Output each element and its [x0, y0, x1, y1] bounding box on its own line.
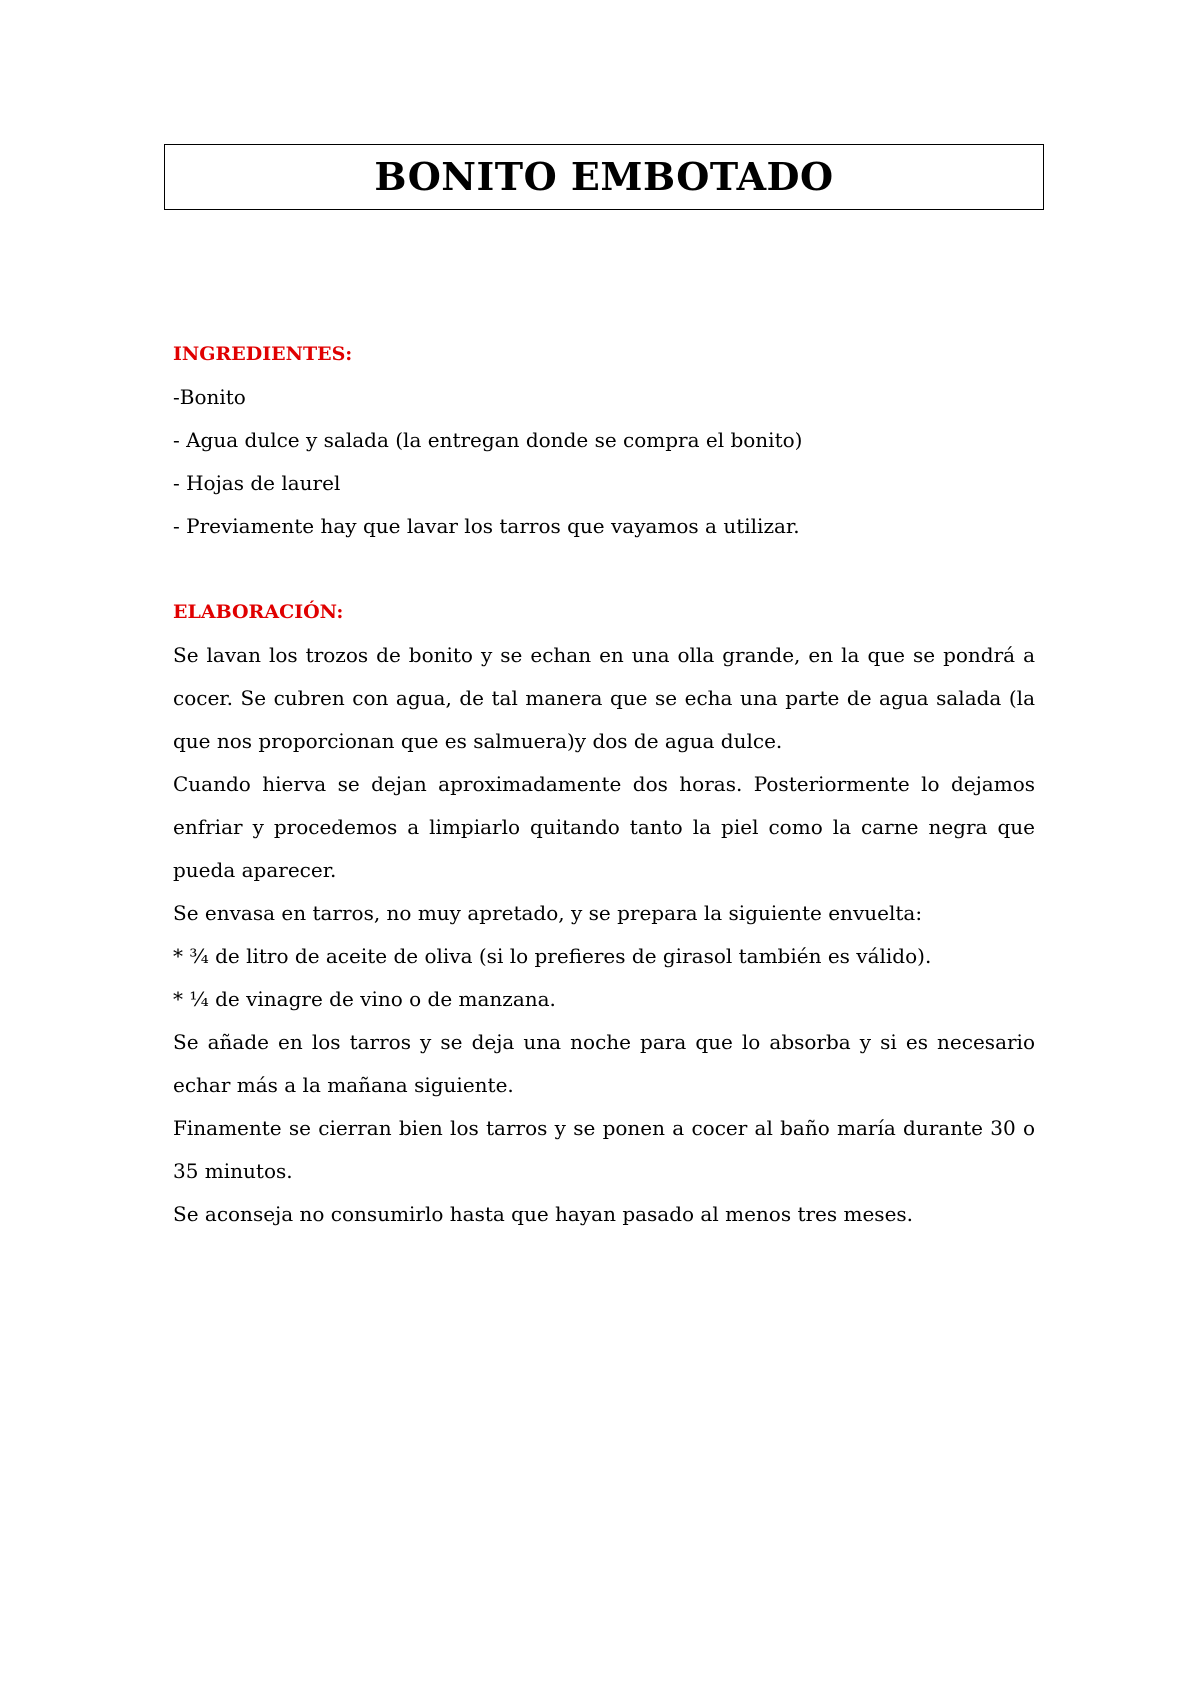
ingredient-item: - Previamente hay que lavar los tarros que vayamos a utilizar.: [173, 514, 800, 538]
elaboration-paragraph: Cuando hierva se dejan aproximadamente dos horas. Posteriormente lo dejamos enfriar y procedemos a limpiarlo quitando tanto la piel como la carne negra que pueda aparecer.: [173, 772, 1035, 882]
elaboration-paragraph: Se añade en los tarros y se deja una noche para que lo absorba y si es necesario echar más a la mañana siguiente.: [173, 1030, 1035, 1097]
title-box: [164, 144, 1044, 210]
elaboration-heading: ELABORACIÓN:: [173, 601, 344, 623]
elaboration-list-item: * ¾ de litro de aceite de oliva (si lo prefieres de girasol también es válido).: [173, 944, 932, 968]
elaboration-list-item: * ¼ de vinagre de vino o de manzana.: [173, 987, 556, 1011]
section-spacer: [173, 548, 1035, 591]
elaboration-paragraph: Finamente se cierran bien los tarros y se ponen a cocer al baño maría durante 30 o 35 minutos.: [173, 1116, 1035, 1183]
ingredient-item: - Hojas de laurel: [173, 471, 341, 495]
elaboration-paragraph: Se aconseja no consumirlo hasta que hayan pasado al menos tres meses.: [173, 1202, 914, 1226]
elaboration-paragraph: Se lavan los trozos de bonito y se echan en una olla grande, en la que se pondrá a cocer. Se cubren con agua, de tal manera que se echa una parte de agua salada (la que nos proporcionan que es salmuera)y dos de agua dulce.: [173, 643, 1035, 753]
page-title: BONITO EMBOTADO: [374, 154, 834, 199]
ingredient-item: - Agua dulce y salada (la entregan donde se compra el bonito): [173, 428, 803, 452]
ingredient-item: -Bonito: [173, 385, 246, 409]
recipe-content: [173, 333, 1035, 1236]
elaboration-paragraph: Se envasa en tarros, no muy apretado, y se prepara la siguiente envuelta:: [173, 901, 923, 925]
ingredients-heading: INGREDIENTES:: [173, 343, 353, 365]
